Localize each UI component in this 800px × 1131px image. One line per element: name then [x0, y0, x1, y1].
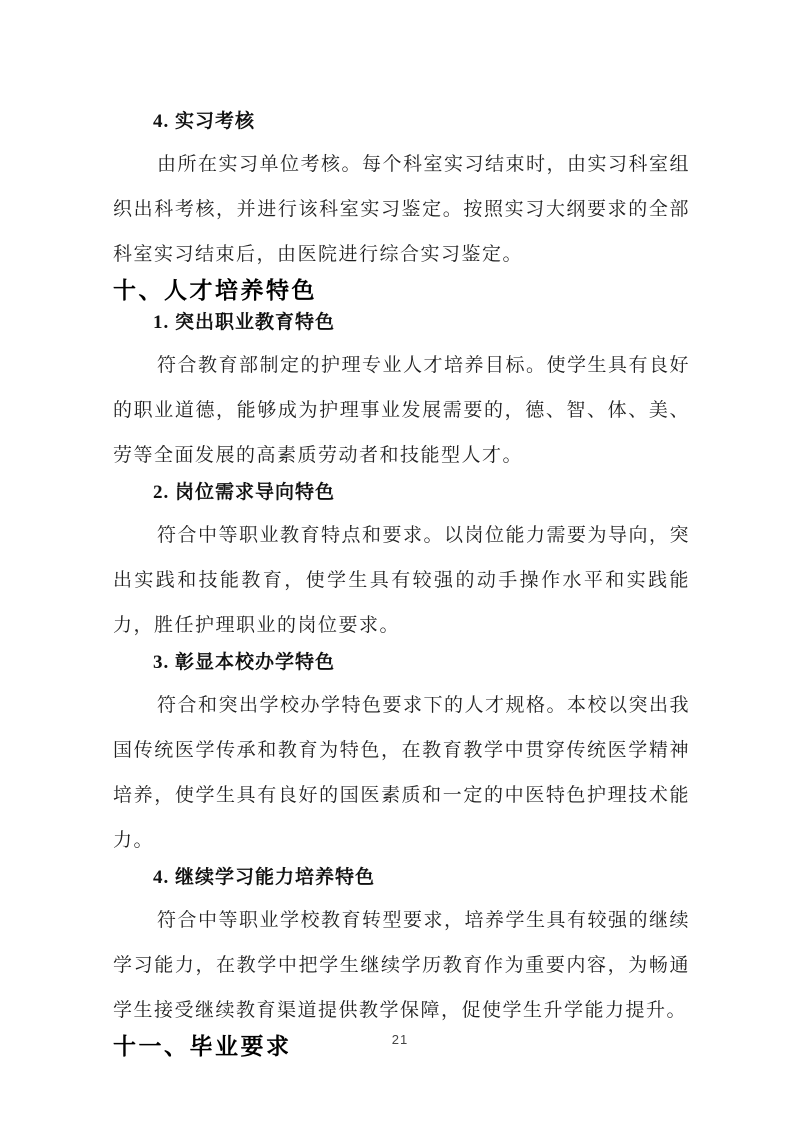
- page-content: [113, 99, 690, 1064]
- subheading-school-characteristics-feature: 3. 彰显本校办学特色: [153, 652, 336, 673]
- subheading-vocational-education-feature: 1. 突出职业教育特色: [153, 312, 336, 333]
- subheading-internship-assessment: 4. 实习考核: [153, 111, 256, 132]
- paragraph-internship-assessment: 由所在实习单位考核。每个科室实习结束时，由实习科室组织出科考核，并进行该科室实习鉴定。按照实习大纲要求的全部科室实习结束后，由医院进行综合实习鉴定。: [113, 154, 691, 265]
- section-heading-talent-training-features: 十、人才培养特色: [113, 277, 317, 303]
- subheading-job-demand-oriented-feature: 2. 岗位需求导向特色: [153, 482, 336, 503]
- paragraph-school-characteristics-feature: 符合和突出学校办学特色要求下的人才规格。本校以突出我国传统医学传承和教育为特色，在教育教学中贯穿传统医学精神培养，使学生具有良好的国医素质和一定的中医特色护理技术能力。: [113, 695, 691, 851]
- paragraph-continuing-learning-feature: 符合中等职业学校教育转型要求，培养学生具有较强的继续学习能力，在教学中把学生继续学历教育作为重要内容，为畅通学生接受继续教育渠道提供教学保障，促使学生升学能力提升。: [113, 910, 691, 1021]
- subheading-continuing-learning-feature: 4. 继续学习能力培养特色: [153, 867, 376, 888]
- page-number: 21: [391, 1032, 409, 1047]
- paragraph-vocational-education-feature: 符合教育部制定的护理专业人才培养目标。使学生具有良好的职业道德，能够成为护理事业发展需要的，德、智、体、美、劳等全面发展的高素质劳动者和技能型人才。: [113, 355, 691, 466]
- section-heading-graduation-requirements: 十一、毕业要求: [113, 1033, 292, 1059]
- paragraph-job-demand-oriented-feature: 符合中等职业教育特点和要求。以岗位能力需要为导向，突出实践和技能教育，使学生具有较强的动手操作水平和实践能力，胜任护理职业的岗位要求。: [113, 525, 691, 636]
